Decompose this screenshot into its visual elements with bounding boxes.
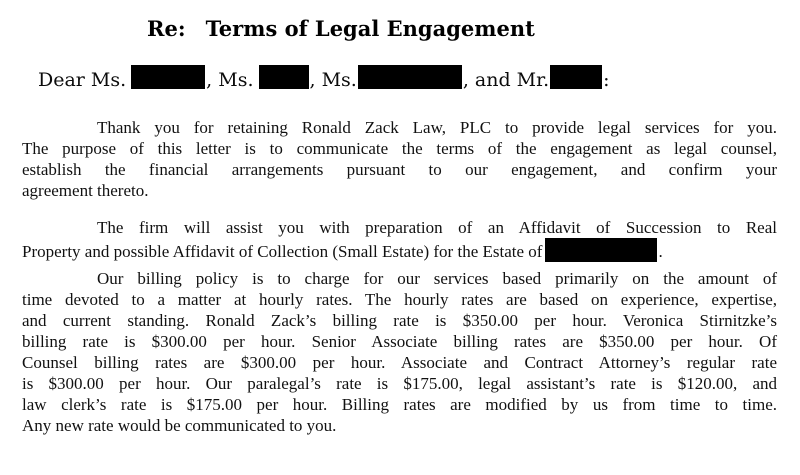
body-line: agreement thereto.: [22, 181, 149, 200]
body-line: Our billing policy is to charge for our services based primarily on the amount of: [97, 269, 777, 288]
paragraph-scope-of-work: [22, 217, 777, 262]
redaction-box-2: [259, 65, 309, 89]
salutation-text-3: , Ms.: [309, 69, 357, 91]
body-line: billing rate is $300.00 per hour. Senior Associate billing rates are $350.00 per hour. Of: [22, 332, 777, 351]
salutation: [22, 64, 777, 96]
salutation-text-4: , and Mr.: [462, 69, 550, 91]
salutation-text-1: Dear Ms.: [38, 69, 127, 91]
redaction-box-1: [131, 65, 205, 89]
subject-line: [147, 14, 777, 44]
letter-page: [0, 14, 800, 436]
salutation-text-2: , Ms.: [206, 69, 254, 91]
paragraph-billing-policy: [22, 268, 777, 436]
subject-label: Re:: [147, 16, 186, 41]
subject-title: Terms of Legal Engagement: [205, 16, 535, 41]
body-line: [22, 238, 777, 262]
body-line: and current standing. Ronald Zack’s billing rate is $350.00 per hour. Veronica Stirnitzke’s: [22, 311, 777, 330]
body-line: Counsel billing rates are $300.00 per hour. Associate and Contract Attorney’s regular rate: [22, 353, 777, 372]
body-line: is $300.00 per hour. Our paralegal’s rate is $175.00, legal assistant’s rate is $120.00, and: [22, 374, 777, 393]
paragraph-engagement-terms: [22, 117, 777, 201]
body-line: establish the financial arrangements pursuant to our engagement, and confirm your: [22, 160, 777, 179]
body-line: The firm will assist you with preparation of an Affidavit of Succession to Real: [97, 218, 777, 237]
body-line: The purpose of this letter is to communicate the terms of the engagement as legal counsel,: [22, 139, 777, 158]
body-line: Thank you for retaining Ronald Zack Law, PLC to provide legal services for you.: [97, 118, 777, 137]
body-line: law clerk’s rate is $175.00 per hour. Billing rates are modified by us from time to time.: [22, 395, 777, 414]
body-line: Any new rate would be communicated to you.: [22, 416, 337, 435]
redaction-box-estate: [545, 238, 657, 262]
salutation-colon: :: [603, 69, 610, 91]
redaction-box-3: [358, 65, 462, 89]
body-line-suffix: .: [658, 242, 663, 261]
body-line: time devoted to a matter at hourly rates. The hourly rates are based on experience, expertise,: [22, 290, 777, 309]
redaction-box-4: [550, 65, 602, 89]
body-line-text: Property and possible Affidavit of Collection (Small Estate) for the Estate of: [22, 242, 543, 261]
